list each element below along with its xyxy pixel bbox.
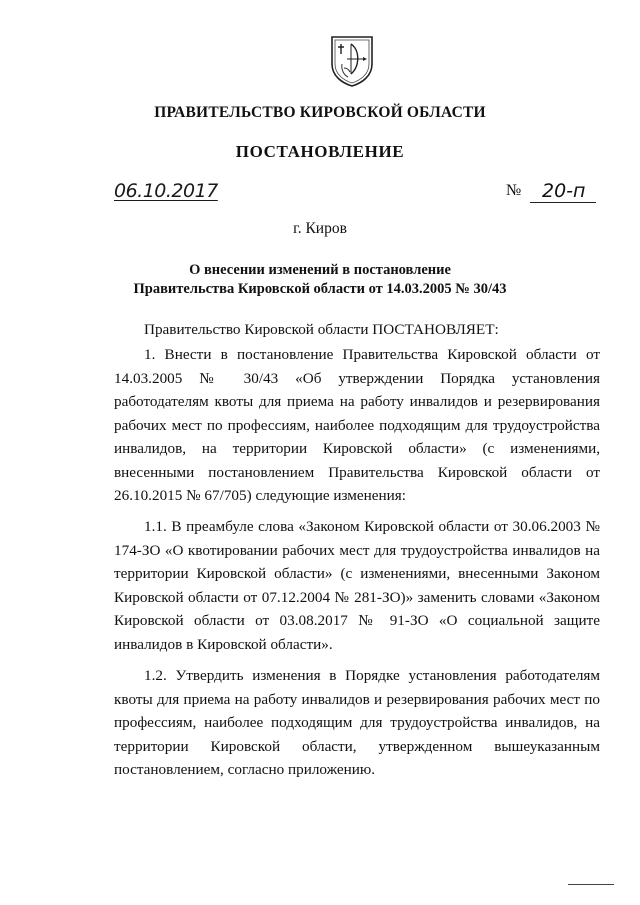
paragraph-1-2-text: 1.2. Утвердить изменения в Порядке установления работодателям квоты для приема на работу инвалидов и резервирования рабочих мест по профессиям, наиболее подходящим для трудоустройства инвалидов, на территории Кировской области, утвержденном вышеуказанным постановлением, согласно приложению. <box>114 667 600 778</box>
preamble <box>114 318 600 342</box>
paragraph-1 <box>114 343 600 508</box>
paragraph-1-text: 1. Внести в постановление Правительства Кировской области от 14.03.2005 № 30/43 «Об утверждении Порядка установления работодателям квоты для приема на работу инвалидов и резервирования рабочих мест по профессиям, наиболее подходящим для трудоустройства инвалидов, на территории Кировской области» (с изменениями, внесенными постановлением Правительства Кировской области от 26.10.2015 № 67/705) следующие изменения: <box>114 346 600 504</box>
subject-line-1: О внесении изменений в постановление <box>189 262 451 278</box>
paragraph-1-1-text: 1.1. В преамбуле слова «Законом Кировской области от 30.06.2003 № 174-ЗО «О квотировании рабочих мест для трудоустройства инвалидов на территории Кировской области» (с изменениями, внесенными Законом Кировской области от 07.12.2004 № 281-ЗО)» заменить словами «Законом Кировской области от 03.08.2017 № 91-ЗО «О социальной защите инвалидов в Кировской области». <box>114 518 600 653</box>
subject-line-2: Правительства Кировской области от 14.03.2005 № 30/43 <box>133 281 507 297</box>
coat-of-arms-icon <box>329 34 375 88</box>
city: г. Киров <box>293 220 347 237</box>
paragraph-1-1 <box>114 515 600 656</box>
document-date: 06.10.2017 <box>114 180 218 202</box>
paragraph-1-2 <box>114 664 600 782</box>
footer-line <box>568 884 614 885</box>
number-label: № <box>506 182 522 199</box>
document-number: 20-п <box>530 180 596 203</box>
preamble-text: Правительство Кировской области ПОСТАНОВЛЯЕТ: <box>144 321 499 338</box>
document-type: ПОСТАНОВЛЕНИЕ <box>235 142 405 161</box>
government-title: ПРАВИТЕЛЬСТВО КИРОВСКОЙ ОБЛАСТИ <box>154 104 486 121</box>
